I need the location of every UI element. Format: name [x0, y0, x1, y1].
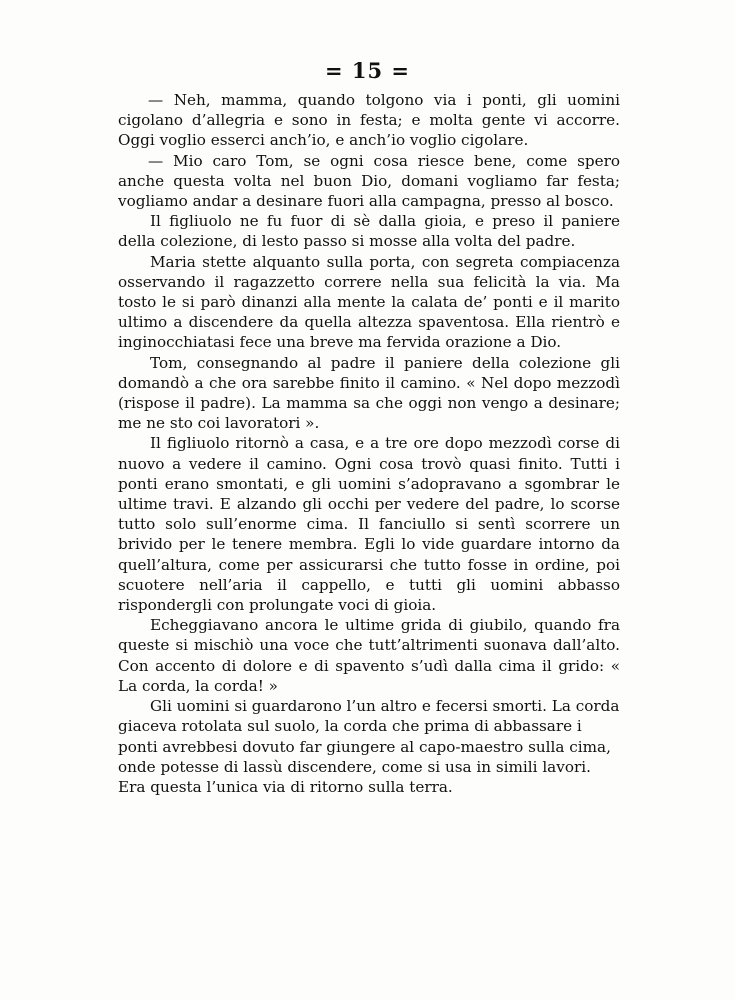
paragraph-7: Echeggiavano ancora le ultime grida di giubilo, quando fra queste si mischiò una voce che tutt’altrimenti suonava dall’alto. Con accento di dolore e di spavento s’udì dalla cima il grido: « La corda, la corda! »: [118, 616, 620, 695]
body-text: [118, 90, 620, 797]
paragraph-4: Maria stette alquanto sulla porta, con segreta compiacenza osservando il ragazzetto correre nella sua felicità la via. Ma tosto le si parò dinanzi alla mente la calata de’ ponti e il marito ultimo a discendere da quella altezza spaventosa. Ella rientrò e inginocchiatasi fece una breve ma fervida orazione a Dio.: [118, 252, 620, 352]
paragraph-6: Il figliuolo ritornò a casa, e a tre ore dopo mezzodì corse di nuovo a vedere il camino. Ogni cosa trovò quasi finito. Tutti i ponti erano smontati, e gli uomini s’adopravano a sgombrar le ultime travi. E alzando gli occhi per vedere del padre, lo scorse tutto solo sull’enorme cima. Il fanciullo si sentì scorrere un brivido per le tenere membra. Egli lo vide guardare intorno da quell’altura, come per assicurarsi che tutto fosse in ordine, poi scuotere nell’aria il cappello, e tutti gli uomini abbasso rispondergli con prolungate voci di gioia.: [118, 434, 620, 615]
page-number: = 15 =: [324, 58, 411, 83]
paragraph-5: Tom, consegnando al padre il paniere della colezione gli domandò a che ora sarebbe finito il camino. « Nel dopo mezzodì (rispose il padre). La mamma sa che oggi non vengo a desinare; me ne sto coi lavoratori ».: [118, 353, 620, 433]
paragraph-1: — Neh, mamma, quando tolgono via i ponti, gli uomini cigolano d’allegria e sono in festa; e molta gente vi accorre. Oggi voglio esserci anch’io, e anch’io voglio cigolare.: [118, 91, 620, 150]
paragraph-2: — Mio caro Tom, se ogni cosa riesce bene, come spero anche questa volta nel buon Dio, domani vogliamo far festa; vogliamo andar a desinare fuori alla campagna, presso al bosco.: [118, 151, 620, 211]
paragraph-8: Gli uomini si guardarono l’un altro e fecersi smorti. La corda giaceva rotolata sul suolo, la corda che prima di abbassare i ponti avrebbesi dovuto far giungere al capo-maestro sulla cima, onde potesse di lassù discendere, come si usa in simili lavori. Era questa l’unica via di ritorno sulla terra.: [118, 697, 620, 796]
paragraph-3: Il figliuolo ne fu fuor di sè dalla gioia, e preso il paniere della colezione, di lesto passo si mosse alla volta del padre.: [118, 212, 620, 251]
